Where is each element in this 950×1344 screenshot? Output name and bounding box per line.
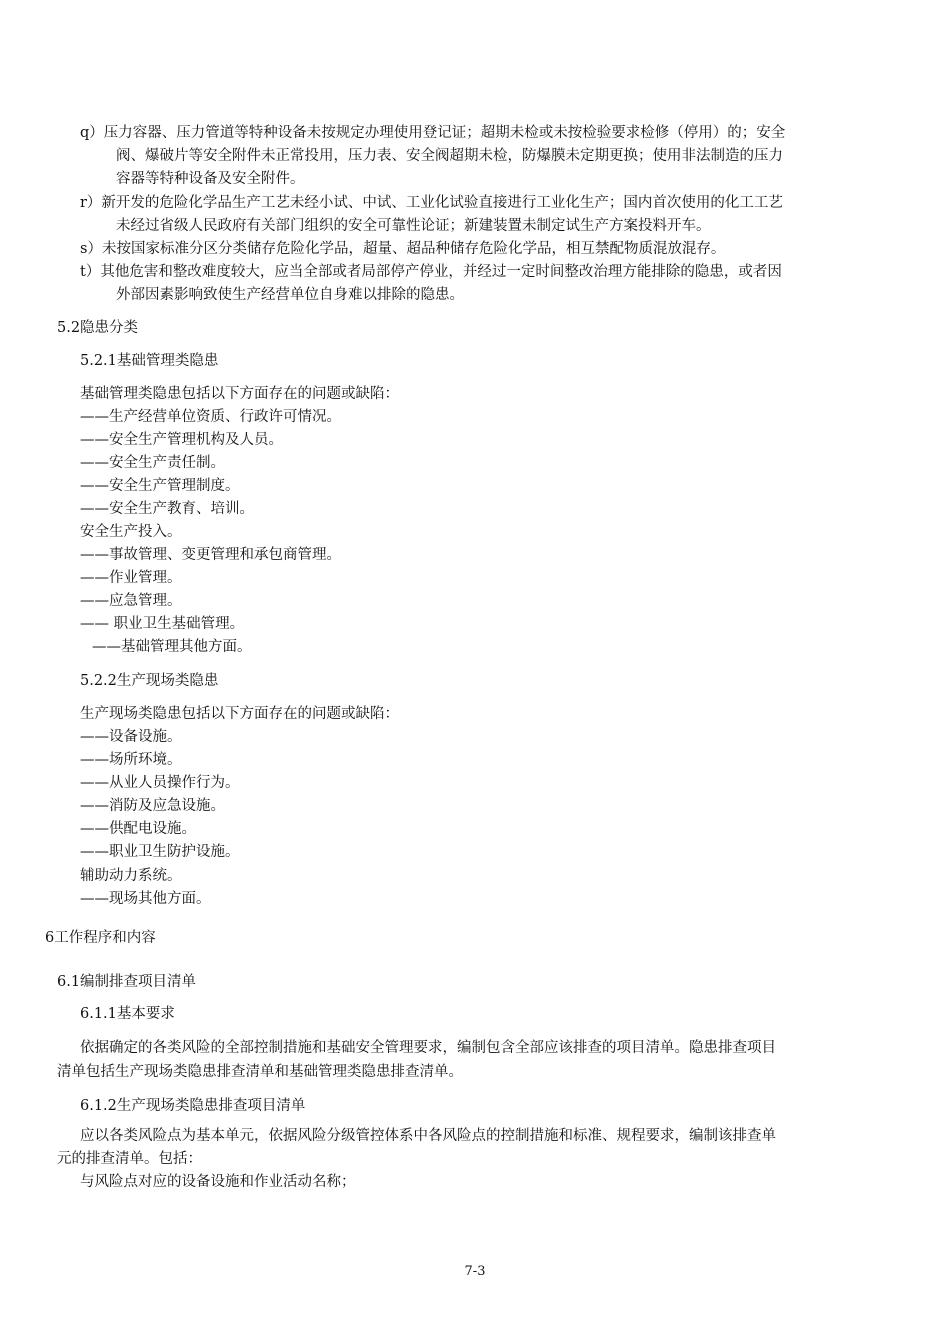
section-heading-5-2: 5.2隐患分类 <box>57 320 139 336</box>
list-line: ——设备设施。 <box>80 729 182 745</box>
list-item-t-first: t）其他危害和整改难度较大，应当全部或者局部停产停业，并经过一定时间整改治理方能排除的隐患，或者因 <box>80 264 782 280</box>
list-line: ——生产经营单位资质、行政许可情况。 <box>80 409 341 425</box>
list-line: ——安全生产管理制度。 <box>80 478 240 494</box>
list-item-r <box>80 192 910 238</box>
section-5-2-2-intro: 生产现场类隐患包括以下方面存在的问题或缺陷： <box>80 706 399 722</box>
list-item-t <box>80 261 910 307</box>
section-heading-5-2-2: 5.2.2生产现场类隐患 <box>80 673 219 689</box>
list-item-q-cont-1: 阀、爆破片等安全附件未正常投用，压力表、安全阀超期未检，防爆膜未定期更换；使用非法制造的压力 <box>116 148 783 164</box>
list-line: ——作业管理。 <box>80 570 182 586</box>
list-line: ——事故管理、变更管理和承包商管理。 <box>80 547 341 563</box>
list-line: ——安全生产管理机构及人员。 <box>80 432 283 448</box>
list-item-r-cont-1: 未经过省级人民政府有关部门组织的安全可靠性论证；新建装置未制定试生产方案投料开车。 <box>116 218 711 234</box>
list-item-q-first: q）压力容器、压力管道等特种设备未按规定办理使用登记证；超期未检或未按检验要求检修（停用）的；安全 <box>80 125 786 141</box>
list-item-s-first: s）未按国家标准分区分类储存危险化学品，超量、超品种储存危险化学品，相互禁配物质混放混存。 <box>80 241 726 257</box>
page-number: 7-3 <box>464 1264 486 1279</box>
list-line: ——职业卫生防护设施。 <box>80 844 240 860</box>
section-5-2-1-intro: 基础管理类隐患包括以下方面存在的问题或缺陷： <box>80 386 399 402</box>
list-line: ——现场其他方面。 <box>80 891 211 907</box>
list-item-t-cont-1: 外部因素影响致使生产经营单位自身难以排除的隐患。 <box>116 287 464 303</box>
paragraph-line: 元的排查清单。包括： <box>57 1151 202 1167</box>
paragraph-line: 依据确定的各类风险的全部控制措施和基础安全管理要求，编制包含全部应该排查的项目清单。隐患排查项目 <box>80 1040 776 1056</box>
list-line: ——安全生产教育、培训。 <box>80 501 254 517</box>
list-line: ——安全生产责任制。 <box>80 455 225 471</box>
list-line: ——基础管理其他方面。 <box>92 639 252 655</box>
list-line: ——场所环境。 <box>80 752 182 768</box>
section-heading-6-1: 6.1编制排查项目清单 <box>57 974 197 990</box>
list-item-r-first: r）新开发的危险化学品生产工艺未经小试、中试、工业化试验直接进行工业化生产；国内首次使用的化工工艺 <box>80 195 783 211</box>
list-line: ——从业人员操作行为。 <box>80 775 240 791</box>
list-item-q-cont-2: 容器等特种设备及安全附件。 <box>116 171 305 187</box>
paragraph-line: 清单包括生产现场类隐患排查清单和基础管理类隐患排查清单。 <box>57 1064 463 1080</box>
section-heading-5-2-1: 5.2.1基础管理类隐患 <box>80 353 219 369</box>
section-heading-6-1-1: 6.1.1基本要求 <box>80 1006 175 1022</box>
list-line: 安全生产投入。 <box>80 524 182 540</box>
list-line: ——消防及应急设施。 <box>80 798 225 814</box>
section-heading-6-1-2: 6.1.2生产现场类隐患排查项目清单 <box>80 1098 306 1114</box>
section-heading-6: 6工作程序和内容 <box>45 930 156 946</box>
list-item-q <box>80 122 910 191</box>
list-line: 辅助动力系统。 <box>80 868 182 884</box>
list-line: ——供配电设施。 <box>80 821 196 837</box>
paragraph-line: 应以各类风险点为基本单元，依据风险分级管控体系中各风险点的控制措施和标准、规程要求，编制该排查单 <box>80 1128 776 1144</box>
paragraph-line: 与风险点对应的设备设施和作业活动名称； <box>80 1174 356 1190</box>
list-line: —— 职业卫生基础管理。 <box>80 616 245 632</box>
list-item-s <box>80 238 910 261</box>
list-line: ——应急管理。 <box>80 593 182 609</box>
